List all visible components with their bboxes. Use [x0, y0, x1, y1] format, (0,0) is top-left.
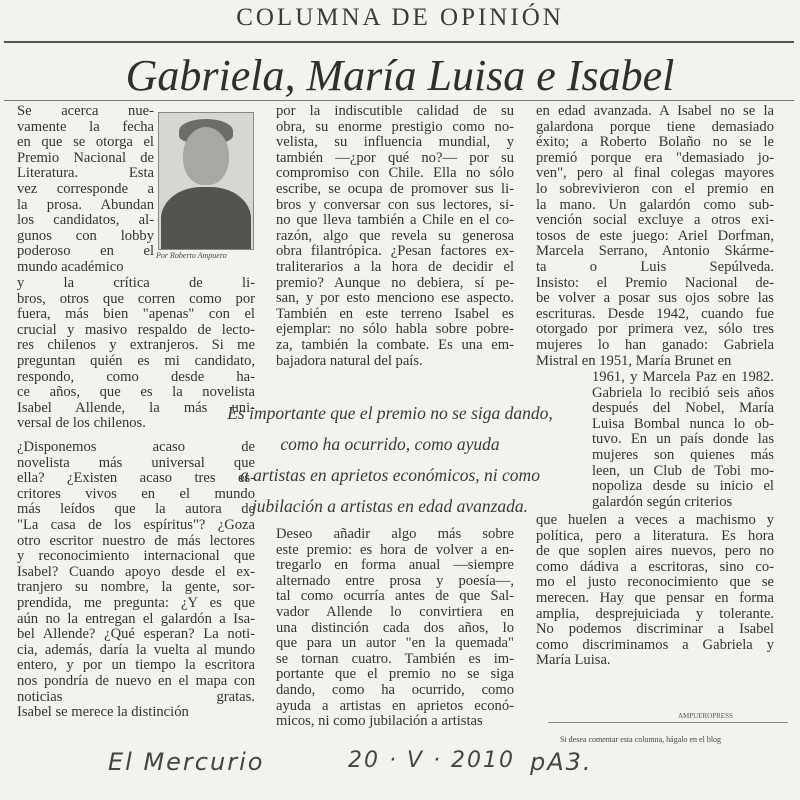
headline-rule	[4, 100, 794, 101]
text-line: critores vivos en el mundo	[17, 485, 255, 502]
text-line: ven", pero al final colegas mayores	[536, 165, 774, 182]
text-line: Isabel? Cuando apoyo desde el ex-	[17, 563, 255, 580]
text-line: razón, algo que revela su generosa	[276, 227, 514, 244]
photo-caption	[156, 251, 256, 260]
text-line: "La casa de los espíritus"? ¿Goza	[17, 516, 255, 533]
author-photo	[158, 112, 254, 250]
text-line: María Luisa.	[536, 652, 611, 669]
text-line: prendida, me pregunta: ¿Y es que	[17, 594, 255, 611]
text-line: 1961, y Marcela Paz en 1982.	[592, 369, 774, 385]
text-line: bel Allende? ¿Qué esperan? La noti-	[17, 626, 255, 643]
text-line: vamente la fecha	[17, 118, 154, 135]
credit: AMPUEROPRESS	[678, 712, 733, 720]
text-line: tuvo. En un país donde las	[592, 431, 774, 448]
caption-name: Roberto Ampuero	[170, 251, 227, 260]
text-line: Insisto: el Premio Nacional de-	[536, 274, 774, 291]
text-line: alternado entre prosa y poesía—,	[276, 572, 514, 589]
text-line: preguntan quién es mi candidato,	[17, 352, 255, 369]
text-line: obra filantrópica. ¿Pesan factores ex-	[276, 243, 514, 260]
text-line: lo sobrevivieron con el premio en	[536, 180, 774, 197]
text-line: vez corresponde a	[17, 180, 154, 197]
text-line: za, también la combate. Es una em-	[276, 336, 514, 353]
text-line: fuera, más bien "apenas" con el	[17, 306, 255, 323]
text-line: escribe, se ocupa de promover sus li-	[276, 180, 514, 197]
text-line: política, pero a literatura. Es hora	[536, 527, 774, 544]
text-line: obra, su enorme prestigio como no-	[276, 118, 514, 135]
text-line: mujeres son quienes más	[592, 446, 774, 463]
text-line: Se acerca nue-	[17, 103, 154, 119]
text-line: Isabel se merece la distinción	[17, 704, 189, 721]
text-line: nos pondría de nuevo en el mapa con	[17, 672, 255, 689]
text-line: éxito; a Roberto Bolaño no se le	[536, 134, 774, 151]
text-line: merecen. Hay que pensar en forma	[536, 589, 774, 606]
top-rule	[4, 41, 794, 43]
column-1-wrapped	[17, 104, 154, 276]
column-2-bottom	[276, 527, 514, 730]
text-line: ¿Disponemos acaso de	[17, 439, 255, 455]
text-line: Marcela Serrano, Antonio Skárme-	[536, 243, 774, 260]
text-line: mo el justo reconocimiento que se	[536, 574, 774, 591]
text-line: y la crítica de li-	[17, 275, 255, 291]
text-line: bros y conversar con sus lectores, si-	[276, 196, 514, 213]
text-line: galardona porque tiene demasiado	[536, 118, 774, 135]
text-line: bros, otros que corren como por	[17, 290, 255, 307]
text-line: ce años, que es la novelista	[17, 384, 255, 401]
blog-footnote: Si desea comentar esta columna, hágalo en el blog	[560, 735, 722, 744]
text-line: una distinción cada dos años, lo	[276, 619, 514, 636]
text-line: se tornan cuatro. También es im-	[276, 650, 514, 667]
text-line: También en este terreno Isabel es	[276, 305, 514, 322]
text-line: Deseo añadir algo más sobre	[276, 526, 514, 542]
column-2-top	[276, 104, 514, 369]
text-line: san, y por esto menciono ese aspecto.	[276, 290, 514, 307]
text-line: tranjero su nombre, la gente, sor-	[17, 579, 255, 596]
text-line: amplia, desprejuiciada y tolerante.	[536, 605, 774, 622]
text-line: portante que el premio no se siga	[276, 666, 514, 683]
text-line: mujeres lo han ganado: Gabriela	[536, 336, 774, 353]
text-line: aún no la entregan el galardón a Isa-	[17, 610, 255, 627]
text-line: mundo académico	[17, 258, 124, 275]
text-line: la mano. Un galardón como sub-	[536, 196, 774, 213]
text-line: bajadora natural del país.	[276, 352, 423, 369]
text-line: noticias gratas.	[17, 688, 255, 705]
text-line: tosos de este juego: Ariel Dorfman,	[536, 227, 774, 244]
text-line: no que lleva también a Chile en el co-	[276, 212, 514, 229]
text-line: novelista más universal que	[17, 454, 255, 471]
text-line: respondo, como desde ha-	[17, 368, 255, 385]
handwritten-page: pA3.	[530, 748, 593, 776]
text-line: Mistral en 1951, María Brunet en	[536, 352, 732, 369]
text-line: galardón según criterios	[592, 493, 733, 510]
text-line: nopoliza desde su inicio el	[592, 478, 774, 495]
text-line: en edad avanzada. A Isabel no se la	[536, 103, 774, 119]
text-line: vención social excluye a otros exi-	[536, 212, 774, 229]
text-line: res chilenos y extranjeros. Si me	[17, 337, 255, 354]
text-line: premio? Aunque no debiera, sí pe-	[276, 274, 514, 291]
text-line: vador Allende lo convirtiera en	[276, 603, 514, 620]
text-line: los candidatos, al-	[17, 212, 154, 229]
caption-by: Por	[156, 251, 168, 260]
handwritten-paper: El Mercurio	[108, 748, 265, 776]
column-3-mid	[592, 370, 774, 510]
text-line: poderoso en el	[17, 243, 154, 260]
text-line: ella? ¿Existen acaso tres es-	[17, 470, 255, 487]
text-line: ta o Luis Sepúlveda.	[536, 258, 774, 275]
column-3-top	[536, 104, 774, 369]
pull-quote-line: como ha ocurrido, como ayuda	[280, 434, 500, 454]
text-line: micos, ni como jubilación a artistas	[276, 713, 483, 730]
text-line: Premio Nacional de	[17, 149, 154, 166]
text-line: crucial y masivo respaldo de lecto-	[17, 321, 255, 338]
pull-quote-line: Es importante que el premio no se siga dando,	[227, 403, 553, 423]
text-line: que huelen a veces a machismo y	[536, 512, 774, 528]
headline: Gabriela, María Luisa e Isabel	[125, 51, 675, 100]
text-line: ayuda a artistas en aprietos econó-	[276, 697, 514, 714]
text-line: velista, su influencia mundial, y	[276, 134, 514, 151]
text-line: dando, como ha ocurrido, como	[276, 681, 514, 698]
text-line: cia, además, daría la vuelta al mundo	[17, 641, 255, 658]
text-line: premió porque era "demasiado jo-	[536, 149, 774, 166]
section-title: COLUMNA DE OPINIÓN	[236, 4, 564, 31]
text-line: otorgado por primera vez, sólo tres	[536, 321, 774, 338]
text-line: Isabel Allende, la más uni-	[17, 399, 255, 416]
text-line: este premio: es hora de volver a en-	[276, 541, 514, 558]
pull-quote-line: a artistas en aprietos económicos, ni como	[240, 465, 540, 485]
text-line: tal como ocurría antes de que Sal-	[276, 588, 514, 605]
text-line: compromiso con Chile. Ella no sólo	[276, 165, 514, 182]
text-line: be volver a posar sus ojos sobre las	[536, 290, 774, 307]
text-line: en que se otorga el	[17, 134, 154, 151]
text-line: como dádiva a escritoras, sino co-	[536, 558, 774, 575]
text-line: por la indiscutible calidad de su	[276, 103, 514, 119]
text-line: como discriminamos a Gabriela y	[536, 636, 774, 653]
text-line: más leídos que la autora de	[17, 501, 255, 518]
footer-rule	[548, 722, 788, 723]
text-line: ejemplar: no sólo habla sobre pobre-	[276, 321, 514, 338]
text-line: y reconocimiento internacional que	[17, 548, 255, 565]
text-line: versal de los chilenos.	[17, 415, 146, 432]
text-line: de que soplen aires nuevos, pero no	[536, 543, 774, 560]
text-line: que para un autor "en la quemada"	[276, 635, 514, 652]
text-line: Literatura. Esta	[17, 165, 154, 182]
text-line: No podemos discriminar a Isabel	[536, 621, 774, 638]
pull-quote	[205, 398, 575, 522]
text-line: escrituras. Desde 1942, cuando fue	[536, 305, 774, 322]
text-line: después del Nobel, María	[592, 400, 774, 417]
text-line: entero, y por un tiempo la escritora	[17, 657, 255, 674]
text-line: tregarlo en forma anual —siempre	[276, 557, 514, 574]
text-line: también —¿por qué no?— por su	[276, 149, 514, 166]
text-line: la prosa. Abundan	[17, 196, 154, 213]
text-line: traliterarios a la hora de decidir el	[276, 258, 514, 275]
text-line: gunos con lobby	[17, 227, 154, 244]
handwritten-date: 20 · V · 2010	[348, 748, 515, 773]
column-3-bottom	[536, 513, 774, 669]
pull-quote-line: jubilación a artistas en edad avanzada.	[251, 496, 529, 516]
text-line: Luisa Bombal nunca lo ob-	[592, 415, 774, 432]
text-line: leen, un Club de Tobi mo-	[592, 462, 774, 479]
text-line: Gabriela lo recibió seis años	[592, 384, 774, 401]
text-line: otro escritor nuestro de más lectores	[17, 532, 255, 549]
